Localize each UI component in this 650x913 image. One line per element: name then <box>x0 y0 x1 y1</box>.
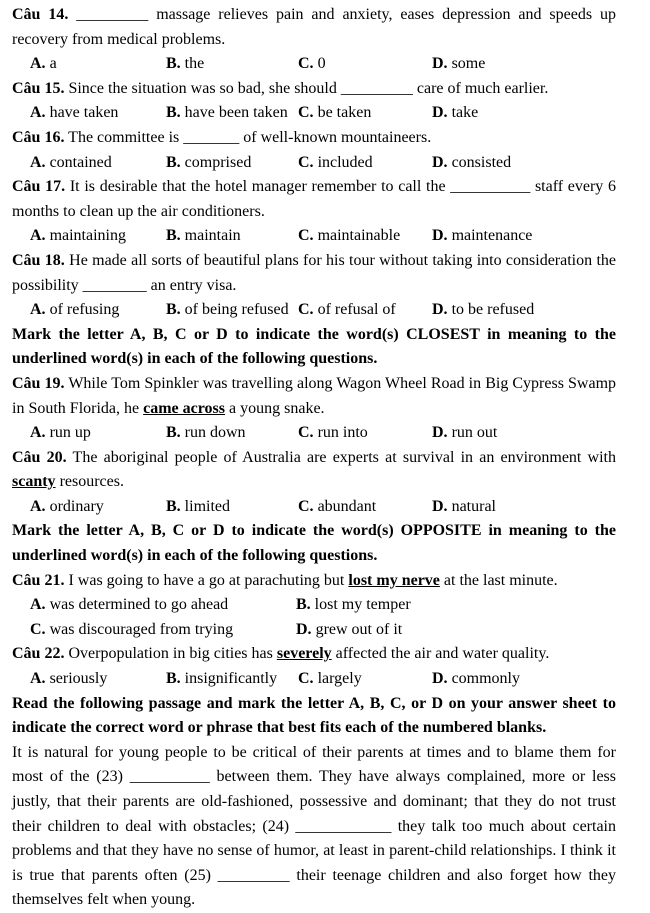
option-d <box>432 151 616 176</box>
question-20 <box>12 446 616 495</box>
section-header-closest: Mark the letter A, B, C or D to indicate the word(s) CLOSEST in meaning to the underlined word(s) in each of the following questions. <box>12 325 616 368</box>
option-d <box>432 421 616 446</box>
option-c <box>30 618 296 643</box>
question-19-options <box>12 421 616 446</box>
question-20-underlined-phrase: scanty <box>12 473 56 491</box>
option-text: maintenance <box>451 227 533 245</box>
question-22-options <box>12 667 616 692</box>
option-d <box>432 101 616 126</box>
option-b <box>166 298 298 323</box>
option-text: run out <box>451 424 498 442</box>
question-19-number: Câu 19. <box>12 374 65 392</box>
option-letter: D. <box>432 301 448 319</box>
option-text: abundant <box>317 497 377 515</box>
question-14-text: _________ massage relieves pain and anxiety, eases depression and speeds up recovery from medical problems. <box>12 6 617 48</box>
question-16-text: The committee is _______ of well-known mountaineers. <box>64 128 432 146</box>
question-15 <box>12 77 616 102</box>
option-c <box>298 151 432 176</box>
option-d <box>432 667 616 692</box>
option-c <box>298 667 432 692</box>
question-22-number: Câu 22. <box>12 645 65 663</box>
question-21-text: I was going to have a go at parachuting but <box>64 571 349 589</box>
option-c <box>298 52 432 77</box>
option-d <box>432 298 616 323</box>
option-letter: C. <box>298 227 314 245</box>
option-letter: C. <box>298 424 314 442</box>
question-18-text: He made all sorts of beautiful plans for his tour without taking into consideration the possibility ________ an entry visa. <box>12 251 617 294</box>
option-b <box>166 495 298 520</box>
option-letter: B. <box>166 104 181 122</box>
option-letter: A. <box>30 153 46 171</box>
option-letter: A. <box>30 104 46 122</box>
option-text: take <box>451 104 479 122</box>
question-16-options <box>12 151 616 176</box>
option-letter: B. <box>166 301 181 319</box>
question-22 <box>12 642 616 667</box>
option-d <box>432 224 616 249</box>
option-a <box>30 151 166 176</box>
option-text: natural <box>451 497 496 515</box>
option-letter: D. <box>432 104 448 122</box>
option-letter: C. <box>298 670 314 688</box>
option-letter: C. <box>298 153 314 171</box>
question-19 <box>12 372 616 421</box>
option-letter: C. <box>298 497 314 515</box>
option-letter: D. <box>432 227 448 245</box>
option-c <box>298 495 432 520</box>
question-21-options <box>12 593 616 642</box>
option-text: maintain <box>184 227 241 245</box>
question-21-text-after: at the last minute. <box>439 571 558 589</box>
option-letter: A. <box>30 301 46 319</box>
option-text: the <box>184 55 205 73</box>
question-16 <box>12 126 616 151</box>
option-b <box>166 421 298 446</box>
option-a <box>30 421 166 446</box>
option-c <box>298 224 432 249</box>
option-a <box>30 224 166 249</box>
option-a <box>30 298 166 323</box>
option-letter: C. <box>298 104 314 122</box>
question-19-underlined-phrase: came across <box>143 399 226 417</box>
question-15-number: Câu 15. <box>12 79 65 97</box>
question-19-text: While Tom Spinkler was travelling along Wagon Wheel Road in Big Cypress Swamp in South Florida, he <box>12 374 617 417</box>
question-17-text: It is desirable that the hotel manager remember to call the __________ staff every 6 months to clean up the air conditioners. <box>12 178 616 220</box>
section-header-opposite: Mark the letter A, B, C or D to indicate the word(s) OPPOSITE in meaning to the underlined word(s) in each of the following questions. <box>12 522 616 565</box>
question-22-text-after: affected the air and water quality. <box>331 645 550 663</box>
option-a <box>30 52 166 77</box>
option-letter: B. <box>166 227 181 245</box>
question-21-number: Câu 21. <box>12 571 65 589</box>
option-text: comprised <box>184 153 252 171</box>
option-letter: B. <box>166 497 181 515</box>
option-letter: A. <box>30 55 46 73</box>
section-header-cloze: Read the following passage and mark the letter A, B, C, or D on your answer sheet to indicate the correct word or phrase that best fits each of the numbered blanks. <box>12 694 616 737</box>
option-a <box>30 667 166 692</box>
option-text: grew out of it <box>315 620 403 638</box>
option-text: of refusal of <box>317 301 396 319</box>
option-text: some <box>451 55 486 73</box>
option-b <box>166 52 298 77</box>
option-text: run into <box>317 424 368 442</box>
question-20-options <box>12 495 616 520</box>
option-a <box>30 101 166 126</box>
option-letter: B. <box>296 596 311 614</box>
option-text: run down <box>184 424 246 442</box>
option-c <box>298 421 432 446</box>
option-letter: A. <box>30 497 46 515</box>
option-d <box>296 618 616 643</box>
option-text: commonly <box>451 670 520 688</box>
option-text: was determined to go ahead <box>49 596 229 614</box>
question-15-options <box>12 101 616 126</box>
option-text: lost my temper <box>314 596 411 614</box>
option-letter: D. <box>432 670 448 688</box>
question-15-text: Since the situation was so bad, she should _________ care of much earlier. <box>64 79 549 97</box>
question-20-number: Câu 20. <box>12 448 67 466</box>
question-14-number: Câu 14. <box>12 6 69 23</box>
option-c <box>298 101 432 126</box>
option-letter: D. <box>296 620 312 638</box>
option-letter: D. <box>432 55 448 73</box>
question-22-underlined-phrase: severely <box>276 645 332 663</box>
question-18-options <box>12 298 616 323</box>
option-text: largely <box>317 670 362 688</box>
option-letter: A. <box>30 670 46 688</box>
option-text: contained <box>49 153 112 171</box>
option-text: have taken <box>49 104 119 122</box>
option-letter: A. <box>30 227 46 245</box>
option-d <box>432 52 616 77</box>
option-text: of refusing <box>49 301 120 319</box>
option-letter: B. <box>166 153 181 171</box>
option-text: have been taken <box>184 104 288 122</box>
option-text: insignificantly <box>184 670 278 688</box>
option-letter: A. <box>30 596 46 614</box>
option-text: maintainable <box>317 227 401 245</box>
option-letter: A. <box>30 424 46 442</box>
option-letter: B. <box>166 55 181 73</box>
option-text: ordinary <box>49 497 104 515</box>
question-22-text: Overpopulation in big cities has <box>64 645 277 663</box>
question-16-number: Câu 16. <box>12 128 65 146</box>
question-17-options <box>12 224 616 249</box>
option-letter: C. <box>298 55 314 73</box>
question-17 <box>12 175 616 224</box>
option-letter: B. <box>166 424 181 442</box>
option-b <box>166 224 298 249</box>
option-text: of being refused <box>184 301 289 319</box>
option-letter: D. <box>432 497 448 515</box>
question-18-number: Câu 18. <box>12 251 65 269</box>
option-d <box>432 495 616 520</box>
option-c <box>298 298 432 323</box>
option-text: consisted <box>451 153 512 171</box>
option-text: maintaining <box>49 227 126 245</box>
question-14 <box>12 3 616 52</box>
question-21-underlined-phrase: lost my nerve <box>348 571 440 589</box>
option-text: a <box>49 55 57 73</box>
cloze-passage: It is natural for young people to be critical of their parents at times and to blame them for most of the (23) __________ between them. They have always complained, more or less justly, that their parents are old-fashioned, possessive and dominant; that they do not trust their children to deal with obstacles; (24) ____________ they talk too much about certain problems and that they have no sense of humor, at least in parent-child relationships. I think it is true that parents often (25) _________ their teenage children and also forget how they themselves felt when young. <box>12 743 616 909</box>
option-text: limited <box>184 497 230 515</box>
option-letter: C. <box>298 301 314 319</box>
question-20-text: The aboriginal people of Australia are experts at survival in an environment with <box>66 448 617 466</box>
question-19-text-after: a young snake. <box>225 399 325 417</box>
option-b <box>296 593 616 618</box>
option-b <box>166 151 298 176</box>
option-letter: B. <box>166 670 181 688</box>
question-21 <box>12 569 616 594</box>
option-text: run up <box>49 424 91 442</box>
option-text: 0 <box>317 55 326 73</box>
option-text: included <box>317 153 373 171</box>
question-17-number: Câu 17. <box>12 178 66 196</box>
option-text: seriously <box>49 670 108 688</box>
option-letter: D. <box>432 153 448 171</box>
option-b <box>166 101 298 126</box>
option-a <box>30 495 166 520</box>
question-18 <box>12 249 616 298</box>
option-text: was discouraged from trying <box>49 620 234 638</box>
option-letter: D. <box>432 424 448 442</box>
option-text: to be refused <box>451 301 535 319</box>
option-text: be taken <box>317 104 372 122</box>
question-14-options <box>12 52 616 77</box>
question-20-text-after: resources. <box>55 473 124 491</box>
option-letter: C. <box>30 620 46 638</box>
option-a <box>30 593 296 618</box>
option-b <box>166 667 298 692</box>
